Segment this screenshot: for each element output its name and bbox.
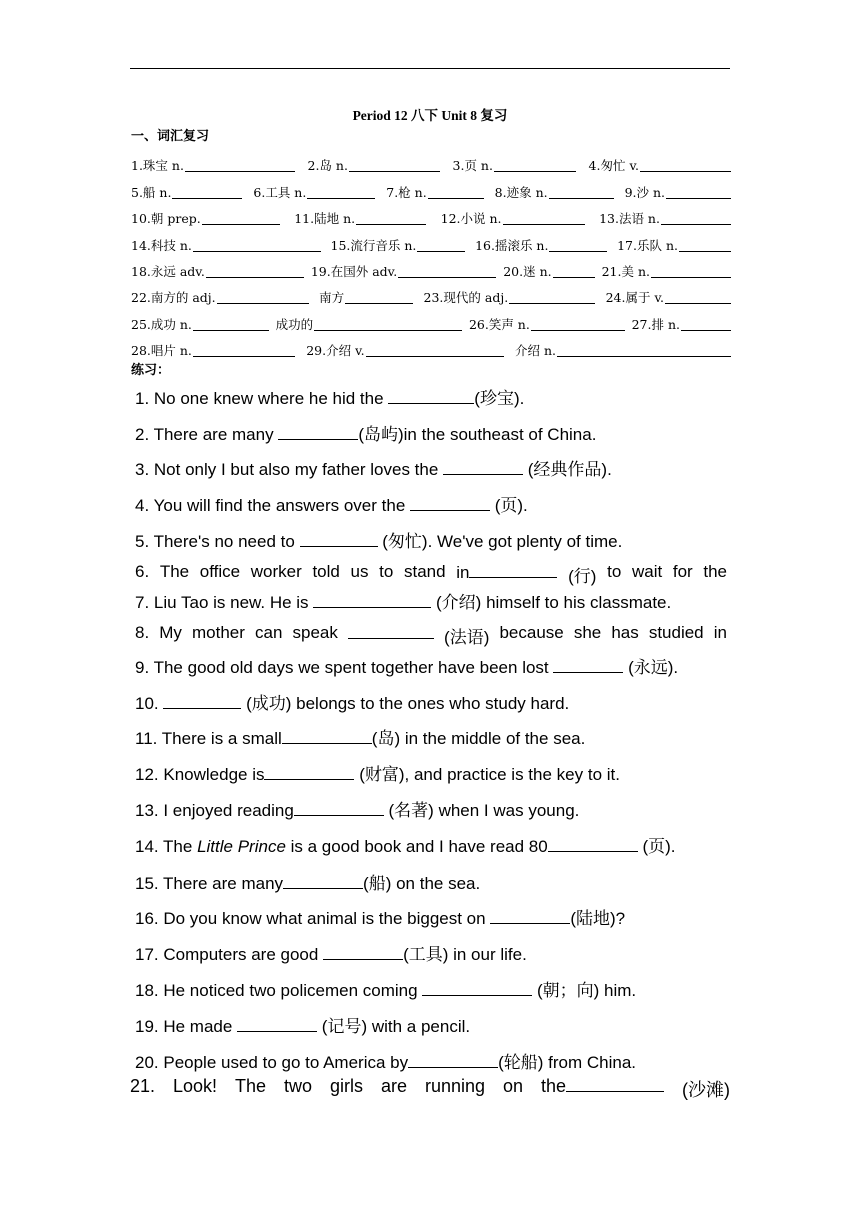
answer-blank[interactable] [193,343,295,357]
answer-blank[interactable] [553,657,623,673]
exercise-word [541,1076,664,1102]
answer-blank[interactable] [294,800,384,816]
answer-blank[interactable] [651,264,731,278]
exercise-line [135,1048,636,1073]
vocab-item [515,341,731,359]
exercise-text: (船) on the sea. [363,874,481,893]
answer-blank[interactable] [681,317,731,331]
answer-blank[interactable] [193,317,269,331]
exercise-word: The [159,562,190,581]
vocab-label: 17.乐队 n. [617,237,678,253]
vocab-label: 成功的 [275,316,314,332]
vocab-item [503,262,594,280]
vocab-label: 19.在国外 adv. [310,263,398,279]
answer-blank[interactable] [283,873,363,889]
answer-blank[interactable] [202,211,280,225]
exercise-line [135,832,676,857]
exercise-line [135,940,527,965]
exercise-line [135,384,524,409]
vocab-label: 13.法语 n. [599,211,660,227]
answer-blank[interactable] [356,211,426,225]
vocab-label: 南方 [319,290,345,306]
exercise-text: 11. There is a small [135,729,282,748]
answer-blank[interactable] [398,264,496,278]
vocab-item [311,262,496,280]
exercise-line [135,976,636,1001]
vocab-label: 23.现代的 adj. [423,290,509,306]
exercise-line [135,562,727,587]
exercise-text: (工具) in our life. [403,945,527,964]
vocab-label: 10.朝 prep. [131,211,201,227]
vocab-label: 25.成功 n. [131,316,192,332]
vocab-label: 8.迹象 n. [494,184,548,200]
exercise-line [135,904,625,929]
answer-blank[interactable] [531,317,625,331]
book-title: Little Prince [197,837,286,856]
exercise-word: wait [631,562,663,581]
practice-section-heading: 练习： [131,363,171,378]
header-rule [130,68,730,69]
exercise-text: (经典作品). [523,460,612,479]
answer-blank[interactable] [640,158,731,172]
vocab-item [331,236,466,254]
answer-blank[interactable] [314,317,462,331]
vocab-label: 5.船 n. [131,184,172,200]
answer-blank[interactable] [348,623,434,639]
vocab-item [424,288,596,306]
answer-blank[interactable] [349,158,440,172]
answer-blank[interactable] [408,1052,498,1068]
vocab-item [625,183,731,201]
exercise-text: 2. There are many [135,425,279,444]
answer-blank[interactable] [193,238,321,252]
exercise-line [130,1076,730,1102]
exercise-word: are [380,1076,407,1096]
exercise-text: 10. [135,694,164,713]
vocab-item [294,209,426,227]
vocab-label: 7.枪 n. [386,184,427,200]
vocab-row [131,333,731,359]
exercise-line [135,420,596,445]
exercise-word: the [703,562,727,581]
vocab-label: 16.摇滚乐 n. [475,237,549,253]
vocab-item [386,183,483,201]
answer-blank[interactable] [172,185,242,199]
exercise-text: (成功) belongs to the ones who study hard. [241,694,570,713]
exercise-text: 3. Not only I but also my father loves the [135,460,444,479]
exercise-text: (陆地)? [570,909,626,928]
vocab-label: 3.页 n. [452,158,493,174]
exercise-word [348,623,434,648]
exercise-line [135,588,671,613]
vocab-row [131,148,731,174]
vocab-label: 6.工具 n. [253,184,307,200]
vocab-item [306,341,503,359]
exercise-text: (永远). [623,658,679,677]
vocab-item [131,288,309,306]
vocab-item [253,183,375,201]
exercise-line [135,653,678,678]
vocab-item [131,236,321,254]
vocab-label: 26.笑声 n. [468,316,530,332]
exercise-word: 8. [135,623,150,642]
vocab-label: 21.美 n. [601,263,650,279]
exercise-text: (匆忙). We've got plenty of time. [377,532,623,551]
vocab-label: 28.唱片 n. [131,343,192,359]
exercise-text: (页). [637,837,676,856]
vocab-item [131,341,295,359]
vocab-item [131,183,242,201]
exercise-text: in [456,563,470,582]
exercise-word: office [199,562,241,581]
exercise-line [135,869,480,894]
exercise-text: (财富), and practice is the key to it. [354,765,620,784]
vocab-section-heading: 一、词汇复习 [131,129,210,144]
exercise-text: (珍宝). [474,389,525,408]
exercise-line [135,689,569,714]
exercise-text: (朝；向) him. [532,981,637,1000]
vocab-row [131,174,731,200]
exercise-line [135,796,579,821]
vocab-row [131,254,731,280]
vocab-item [617,236,731,254]
answer-blank[interactable] [679,238,731,252]
exercise-word: (行) [568,567,597,586]
exercise-text: (页). [490,496,528,515]
exercise-text: 19. He made [135,1017,238,1036]
vocab-row [131,280,731,306]
vocab-item [319,288,413,306]
exercise-text: is a good book and I have read 80 [285,837,548,856]
answer-blank[interactable] [307,185,375,199]
answer-blank[interactable] [410,495,490,511]
vocab-item [606,288,731,306]
answer-blank[interactable] [661,211,731,225]
vocab-item [453,156,576,174]
answer-blank[interactable] [665,290,731,304]
exercise-word: us [350,562,369,581]
exercise-word: (沙滩) [681,1080,730,1100]
answer-blank[interactable] [666,185,731,199]
answer-blank[interactable] [185,158,295,172]
vocab-item [131,315,269,333]
answer-blank[interactable] [237,1016,317,1032]
answer-blank[interactable] [549,185,614,199]
vocab-label: 12.小说 n. [440,211,502,227]
exercise-word: she [573,623,602,642]
vocab-label: 29.介绍 v. [306,343,365,359]
exercise-word: Look! [173,1076,218,1096]
vocab-item [131,262,304,280]
exercise-word: can [255,623,283,642]
answer-blank[interactable] [566,1076,664,1092]
vocab-item [308,156,440,174]
exercise-text: 7. Liu Tao is new. He is [135,593,314,612]
answer-blank[interactable] [503,211,585,225]
exercise-line [135,760,620,785]
answer-blank[interactable] [469,562,557,578]
exercise-word: stand [404,562,446,581]
exercise-line [135,623,727,648]
exercise-line [135,455,612,480]
answer-blank[interactable] [422,980,532,996]
exercise-word: (法语) [444,628,490,647]
exercise-text: 5. There's no need to [135,532,300,551]
exercise-word: mother [192,623,245,642]
answer-blank[interactable] [217,290,309,304]
exercise-word: because [499,623,564,642]
exercise-text: the [540,1076,567,1096]
vocab-label: 15.流行音乐 n. [330,237,417,253]
answer-blank[interactable] [443,459,523,475]
vocab-item [441,209,585,227]
answer-blank[interactable] [490,908,570,924]
answer-blank[interactable] [206,264,304,278]
vocab-item [495,183,614,201]
answer-blank[interactable] [388,388,474,404]
exercise-word: in [713,623,727,642]
vocab-row [131,227,731,253]
exercise-word: speak [292,623,338,642]
exercise-line [135,527,622,552]
answer-blank[interactable] [163,693,241,709]
exercise-word: worker [250,562,302,581]
exercise-word: told [312,562,340,581]
exercise-text: (岛屿)in the southeast of China. [358,425,597,444]
answer-blank[interactable] [548,836,638,852]
answer-blank[interactable] [494,158,576,172]
exercise-word: 21. [130,1076,156,1096]
exercise-text: 4. You will find the answers over the [135,496,410,515]
exercise-text: (名著) when I was young. [383,801,580,820]
answer-blank[interactable] [553,264,595,278]
vocab-label: 11.陆地 n. [294,211,356,227]
exercise-word: to [379,562,394,581]
exercise-line [135,724,585,749]
exercise-word: 6. [135,562,150,581]
answer-blank[interactable] [557,343,731,357]
exercise-text: 16. Do you know what animal is the biggest on [135,909,491,928]
vocab-label: 24.属于 v. [605,290,664,306]
page-title: Period 12 八下 Unit 8 复习 [352,108,508,123]
exercise-text: 12. Knowledge is [135,765,265,784]
exercise-text: 15. There are many [135,874,284,893]
vocab-item [602,262,731,280]
vocab-row [131,306,731,332]
exercise-line [135,1012,470,1037]
exercise-word: for [672,562,693,581]
vocab-label: 9.沙 n. [624,184,665,200]
answer-blank[interactable] [345,290,413,304]
exercise-text: (记号) with a pencil. [317,1017,471,1036]
exercise-text: (岛) in the middle of the sea. [371,729,586,748]
vocab-item [589,156,731,174]
answer-blank[interactable] [417,238,465,252]
vocab-label: 14.科技 n. [131,237,192,253]
exercise-word: has [611,623,639,642]
vocab-label: 18.永远 adv. [131,263,205,279]
vocab-item [131,209,280,227]
exercise-word: two [284,1076,313,1096]
exercise-word: on [502,1076,524,1096]
answer-blank[interactable] [323,944,403,960]
answer-blank[interactable] [264,764,354,780]
vocab-item [599,209,731,227]
exercise-text: 18. He noticed two policemen coming [135,981,423,1000]
vocab-label: 22.南方的 adj. [131,290,216,306]
exercise-text: 13. I enjoyed reading [135,801,294,820]
exercise-text: 20. People used to go to America by [135,1053,409,1072]
vocab-item [475,236,607,254]
exercise-word: My [159,623,182,642]
vocab-label: 20.迷 n. [503,263,552,279]
vocab-label: 2.岛 n. [307,158,348,174]
answer-blank[interactable] [313,592,431,608]
answer-blank[interactable] [366,343,504,357]
answer-blank[interactable] [300,531,378,547]
vocab-item [276,315,463,333]
exercise-text: (轮船) from China. [498,1053,637,1072]
answer-blank[interactable] [509,290,595,304]
exercise-word [456,562,557,587]
exercise-text: (介绍) himself to his classmate. [431,593,672,612]
answer-blank[interactable] [549,238,607,252]
vocab-item [632,315,731,333]
exercise-word: to [607,562,622,581]
answer-blank[interactable] [428,185,484,199]
vocab-label: 介绍 n. [514,343,556,359]
vocab-item [131,156,295,174]
exercise-word: studied [648,623,704,642]
exercise-word: girls [330,1076,364,1096]
vocab-label: 4.匆忙 v. [588,158,639,174]
vocab-list [131,148,731,359]
exercise-word: The [235,1076,267,1096]
answer-blank[interactable] [282,728,372,744]
exercise-text: 1. No one knew where he hid the [135,389,389,408]
exercise-text: 14. The [135,837,198,856]
exercise-line [135,491,528,516]
vocab-label: 27.排 n. [631,316,680,332]
vocab-row [131,201,731,227]
exercise-text: 17. Computers are good [135,945,324,964]
exercise-word: running [424,1076,486,1096]
vocab-label: 1.珠宝 n. [131,158,184,174]
answer-blank[interactable] [278,424,358,440]
vocab-item [469,315,625,333]
exercise-text: 9. The good old days we spent together have been lost [135,658,554,677]
